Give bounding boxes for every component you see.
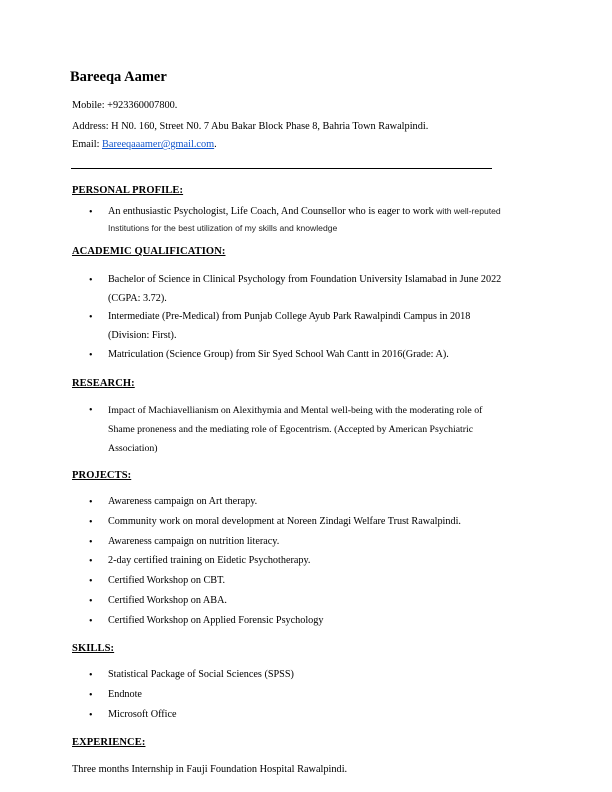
- academic-item-line: Matriculation (Science Group) from Sir Syed School Wah Cantt in 2016(Grade: A).: [108, 349, 449, 360]
- list-item: Statistical Package of Social Sciences (SPSS): [108, 669, 294, 680]
- list-item: [108, 308, 548, 345]
- list-item: Endnote: [108, 689, 142, 700]
- list-item: Awareness campaign on nutrition literacy.: [108, 536, 280, 547]
- bullet-icon: •: [89, 497, 93, 508]
- bullet-icon: •: [89, 556, 93, 567]
- bullet-icon: •: [89, 517, 93, 528]
- bullet-icon: •: [89, 596, 93, 607]
- list-item: [108, 271, 548, 308]
- list-item: 2-day certified training on Eidetic Psychotherapy.: [108, 555, 311, 566]
- research-item-line: Shame proneness and the mediating role of Egocentrism. (Accepted by American Psychiatric: [108, 424, 474, 435]
- academic-item-line: Bachelor of Science in Clinical Psychology from Foundation University Islamabad in June 2022: [108, 274, 502, 285]
- bullet-icon: •: [89, 710, 93, 721]
- header-divider: [71, 168, 492, 169]
- list-item: Certified Workshop on CBT.: [108, 575, 226, 586]
- bullet-icon: •: [89, 275, 93, 286]
- contact-email-suffix: .: [214, 139, 217, 150]
- section-heading-academic: ACADEMIC QUALIFICATION:: [72, 246, 226, 257]
- list-item: Certified Workshop on Applied Forensic Psychology: [108, 615, 324, 626]
- section-heading-skills: SKILLS:: [72, 643, 115, 654]
- contact-email-line: [72, 139, 217, 150]
- bullet-icon: •: [89, 350, 93, 361]
- list-item: Community work on moral development at Noreen Zindagi Welfare Trust Rawalpindi.: [108, 516, 461, 527]
- bullet-icon: •: [89, 670, 93, 681]
- experience-text: Three months Internship in Fauji Foundation Hospital Rawalpindi.: [72, 764, 348, 775]
- academic-item-line: (Division: First).: [108, 329, 177, 341]
- bullet-icon: •: [89, 616, 93, 627]
- list-item: Awareness campaign on Art therapy.: [108, 496, 258, 507]
- bullet-icon: •: [89, 405, 93, 416]
- academic-item-line: Intermediate (Pre-Medical) from Punjab College Ayub Park Rawalpindi Campus in 2018: [108, 311, 471, 322]
- bullet-icon: •: [89, 537, 93, 548]
- bullet-icon: •: [89, 312, 93, 323]
- list-item: [108, 346, 548, 365]
- resume-name: Bareeqa Aamer: [70, 69, 167, 85]
- profile-text: An enthusiastic Psychologist, Life Coach, And Counsellor who is eager to work: [108, 206, 437, 217]
- section-heading-projects: PROJECTS:: [72, 470, 132, 481]
- bullet-icon: •: [89, 207, 93, 218]
- list-item: Microsoft Office: [108, 709, 177, 720]
- profile-text-continuation: Institutions for the best utilization of my skills and knowledge: [108, 223, 338, 233]
- contact-email-label: Email:: [72, 139, 103, 150]
- research-item-line: Impact of Machiavellianism on Alexithymia and Mental well-being with the moderating role of: [108, 405, 483, 416]
- email-link[interactable]: Bareeqaaamer@gmail.com: [102, 139, 215, 150]
- section-heading-experience: EXPERIENCE:: [72, 737, 146, 748]
- section-heading-research: RESEARCH:: [72, 378, 135, 389]
- bullet-icon: •: [89, 576, 93, 587]
- bullet-icon: •: [89, 690, 93, 701]
- contact-mobile: Mobile: +923360007800.: [72, 100, 178, 111]
- research-item-line: Association): [108, 443, 158, 454]
- list-item: [108, 203, 568, 237]
- list-item: [108, 401, 548, 458]
- list-item: Certified Workshop on ABA.: [108, 595, 227, 606]
- section-heading-profile: PERSONAL PROFILE:: [72, 185, 184, 196]
- profile-text-tail: with well-reputed: [436, 206, 501, 216]
- contact-address: Address: H N0. 160, Street N0. 7 Abu Bakar Block Phase 8, Bahria Town Rawalpindi.: [72, 121, 429, 132]
- academic-item-line: (CGPA: 3.72).: [108, 292, 167, 304]
